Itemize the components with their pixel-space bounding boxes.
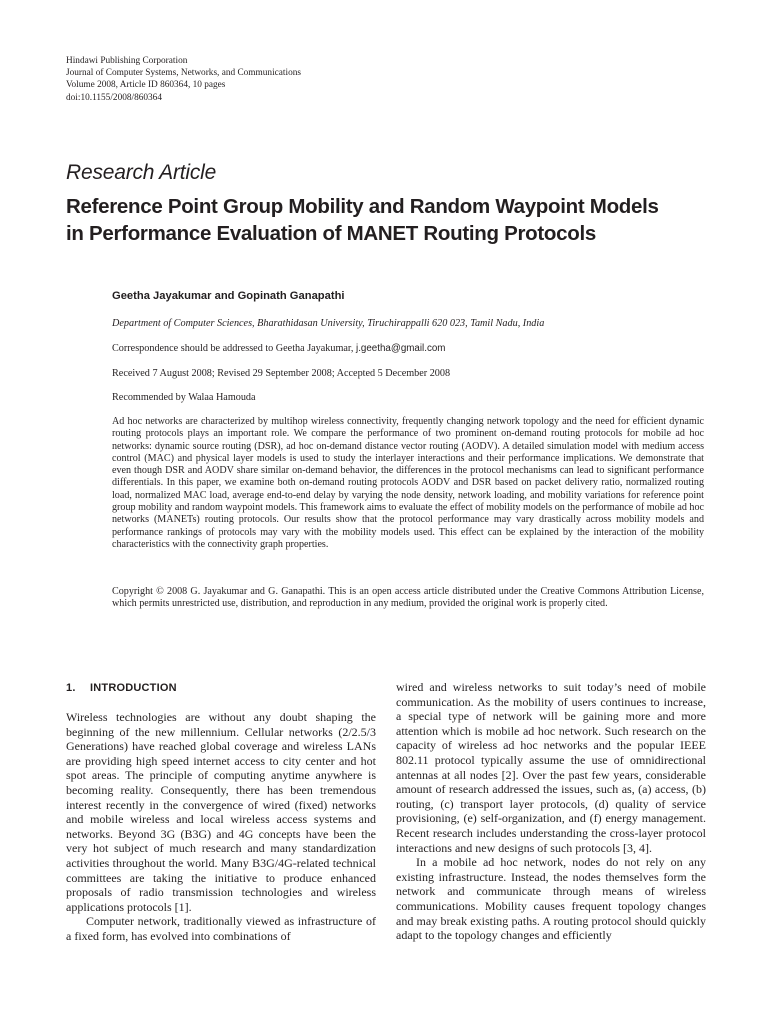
affiliation: Department of Computer Sciences, Bharathidasan University, Tiruchirappalli 620 023, Tamil Nadu, India	[112, 318, 545, 329]
title-line-1: Reference Point Group Mobility and Random Waypoint Models	[66, 195, 659, 218]
section-number: 1.	[66, 682, 76, 694]
received-dates: Received 7 August 2008; Revised 29 September 2008; Accepted 5 December 2008	[112, 368, 451, 379]
body-paragraph: In a mobile ad hoc network, nodes do not rely on any existing infrastructure. Instead, the nodes themselves form the network and communicate through means of wireless communications. Mobility causes frequent topology changes and may break existing paths. A routing protocol should quickly adapt to the topology changes and efficiently	[396, 855, 706, 943]
body-paragraph: Computer network, traditionally viewed as infrastructure of a fixed form, has evolved into combinations of	[66, 914, 376, 943]
body-column-left	[66, 680, 376, 944]
title-line-2: in Performance Evaluation of MANET Routing Protocols	[66, 222, 596, 245]
copyright-notice: Copyright © 2008 G. Jayakumar and G. Ganapathi. This is an open access article distributed under the Creative Commons Attribution License, which permits unrestricted use, distribution, and reproduction in any medium, provided the original work is properly cited.	[112, 586, 704, 610]
body-paragraph: Wireless technologies are without any doubt shaping the beginning of the new millennium. Cellular networks (2/2.5/3 Generations) have reached global coverage and wireless LANs are providing high speed internet access to city center and hot spot areas. The principle of computing anytime anywhere is becoming reality. Consequently, there has been tremendous interest recently in the convergence of wired (fixed) networks and mobile wireless and local wireless access systems and networks. Beyond 3G (B3G) and 4G concepts have been the very hot subject of much research and many standardization activities throughout the world. Many B3G/4G-related technical committees are taking the initiative to produce enhanced proposals of radio transmission technologies and wireless applications protocols [1].	[66, 710, 376, 914]
authors: Geetha Jayakumar and Gopinath Ganapathi	[112, 290, 345, 302]
section-heading	[66, 680, 376, 702]
paper-title	[66, 193, 726, 247]
section-title: INTRODUCTION	[90, 682, 177, 694]
article-type: Research Article	[66, 161, 217, 184]
body-column-right	[396, 680, 706, 943]
publisher: Hindawi Publishing Corporation	[66, 56, 188, 66]
journal-name: Journal of Computer Systems, Networks, and Communications	[66, 68, 301, 79]
body-paragraph: wired and wireless networks to suit today’s need of mobile communication. As the mobility of users continues to increase, a special type of network will be gaining more and more attention which is mobile ad hoc network. Such research on the capacity of wireless ad hoc networks and the popular IEEE 802.11 protocol typically assume the use of omnidirectional antennas at all nodes [2]. Over the past few years, considerable amount of research addressed the issues, such as, (a) access, (b) routing, (c) transport layer protocols, (d) quality of service provisioning, (e) self-organization, and (f) energy management. Recent research includes understanding the cross-layer protocol interactions and new designs of such protocols [3, 4].	[396, 680, 706, 855]
publication-info	[66, 55, 301, 104]
volume-info: Volume 2008, Article ID 860364, 10 pages	[66, 80, 226, 91]
correspondence	[112, 343, 445, 354]
correspondence-email[interactable]: j.geetha@gmail.com	[356, 343, 446, 354]
correspondence-text: Correspondence should be addressed to Geetha Jayakumar,	[112, 343, 357, 354]
abstract: Ad hoc networks are characterized by multihop wireless connectivity, frequently changing network topology and the need for efficient dynamic routing protocols plays an important role. We compare the performance of two prominent on-demand routing protocols for mobile ad hoc networks: dynamic source routing (DSR), ad hoc on-demand distance vector routing (AODV). A detailed simulation model with medium access control (MAC) and physical layer models is used to study the interlayer interactions and their performance implications. We demonstrate that even though DSR and AODV share similar on-demand behavior, the differences in the protocol mechanisms can lead to significant performance differentials. In this paper, we examine both on-demand routing protocols AODV and DSR based on packet delivery ratio, normalized routing load, normalized MAC load, average end-to-end delay by varying the node density, network loading, and mobility variations for reference point group mobility and random waypoint models. This framework aims to evaluate the effect of mobility models on the performance of mobile ad hoc networks (MANETs) routing protocols. Our results show that the protocol performance may vary drastically across mobility models and performance rankings of protocols may vary with the mobility models used. This effect can be explained by the interaction of the mobility characteristics with the connectivity graph properties.	[112, 416, 704, 550]
recommended-by: Recommended by Walaa Hamouda	[112, 392, 256, 403]
doi: doi:10.1155/2008/860364	[66, 92, 162, 103]
